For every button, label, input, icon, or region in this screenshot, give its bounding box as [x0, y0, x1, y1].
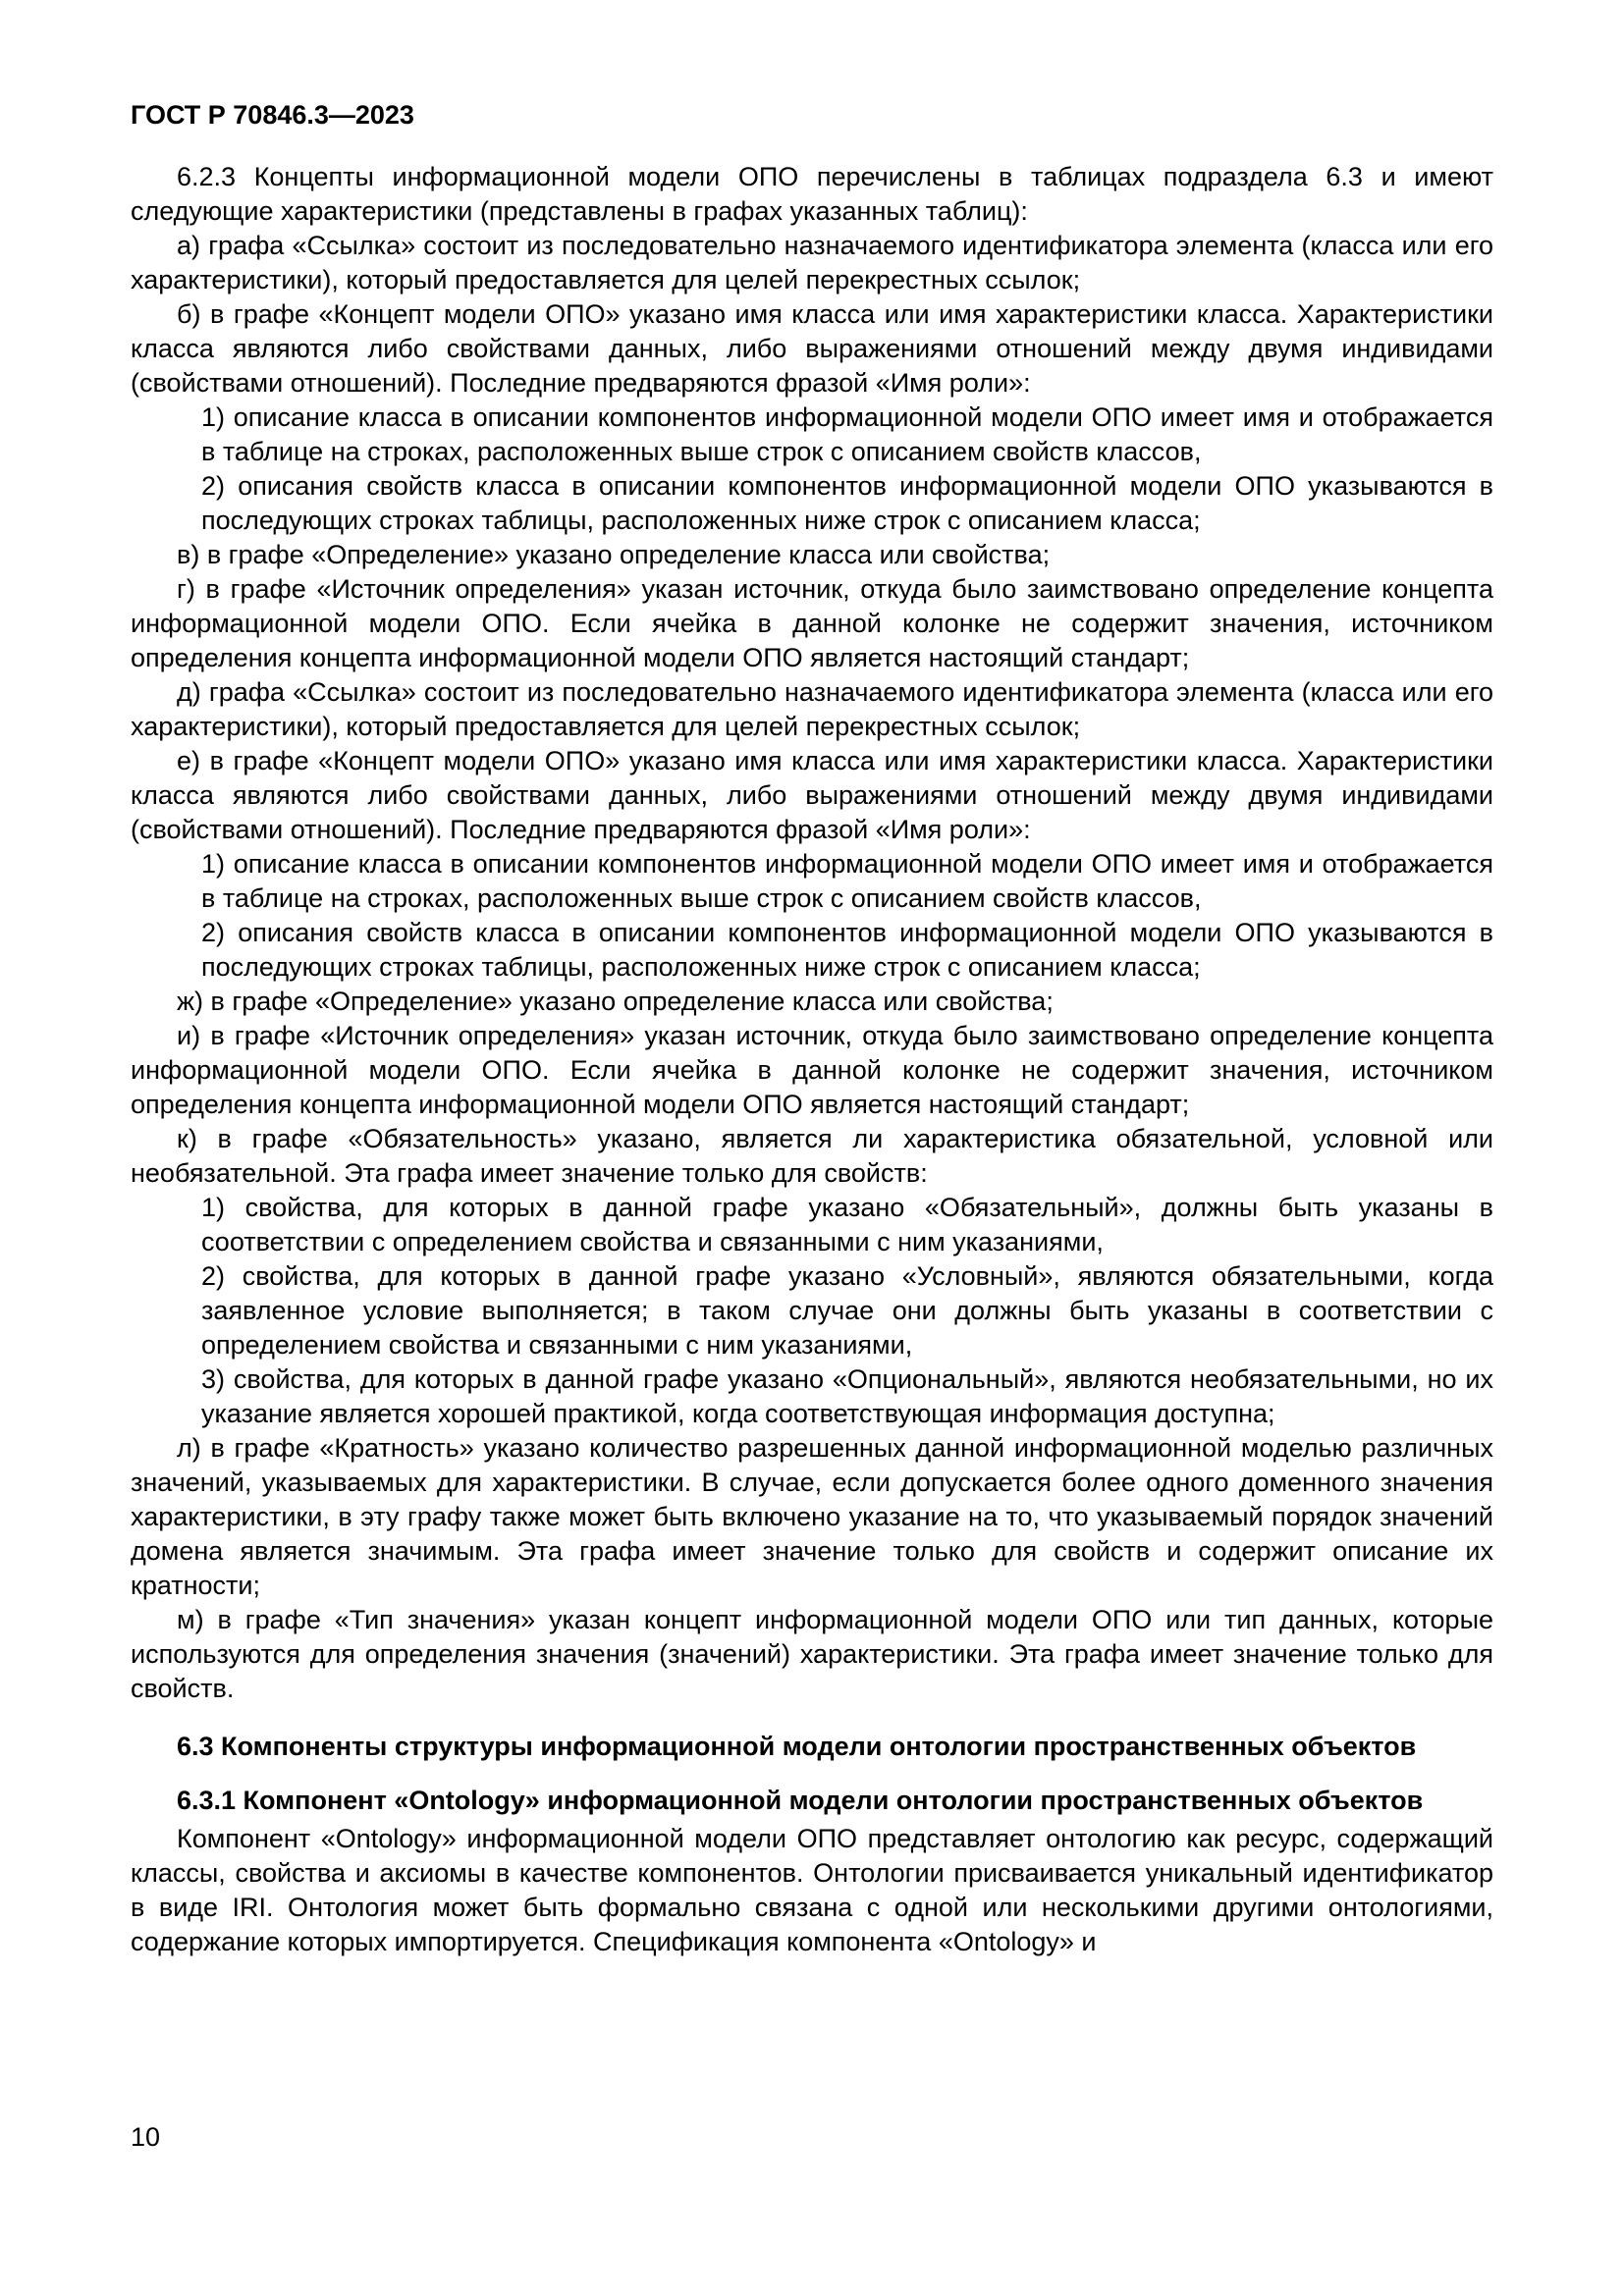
sub-item-1: 1) описание класса в описании компонентов информационной модели ОПО имеет имя и отображается в таблице на строках, расположенных выше строк с описанием свойств классов,	[201, 849, 1493, 913]
list-item-i: и) в графе «Источник определения» указан источник, откуда было заимствовано определение концепта информационной модели ОПО. Если ячейка в данной колонке не содержит значения, источником определения концепта информационной модели ОПО является настоящий стандарт;	[131, 1021, 1493, 1119]
section-heading-6-3: 6.3 Компоненты структуры информационной модели онтологии пространственных объектов	[177, 1732, 1417, 1761]
page-header	[131, 98, 414, 133]
sub-item-2: 2) описания свойств класса в описании компонентов информационной модели ОПО указываются в последующих строках таблицы, расположенных ниже строк с описанием класса;	[201, 471, 1493, 535]
list-item-k: к) в графе «Обязательность» указано, является ли характеристика обязательной, условной или необязательной. Эта графа имеет значение только для свойств:	[131, 1124, 1493, 1188]
page-body	[131, 160, 1493, 1959]
list-item-a: а) графа «Ссылка» состоит из последовательно назначаемого идентификатора элемента (класса или его характеристики), который предоставляется для целей перекрестных ссылок;	[131, 231, 1493, 294]
paragraph-ontology: Компонент «Ontology» информационной модели ОПО представляет онтологию как ресурс, содержащий классы, свойства и аксиомы в качестве компонентов. Онтологии присваивается уникальный идентификатор в виде IRI. Онтология может быть формально связана с одной или несколькими другими онтологиями, содержание которых импортируется. Спецификация компонента «Ontology» и	[131, 1824, 1493, 1956]
list-item-g: г) в графе «Источник определения» указан источник, откуда было заимствовано определение концепта информационной модели ОПО. Если ячейка в данной колонке не содержит значения, источником определения концепта информационной модели ОПО является настоящий стандарт;	[131, 574, 1493, 672]
standard-code: ГОСТ Р 70846.3—2023	[131, 100, 414, 130]
paragraph-6-2-3: 6.2.3 Концепты информационной модели ОПО перечислены в таблицах подраздела 6.3 и имеют следующие характеристики (представлены в графах указанных таблиц):	[131, 162, 1493, 226]
section-heading-6-3-1: 6.3.1 Компонент «Ontology» информационной модели онтологии пространственных объектов	[177, 1786, 1424, 1815]
list-item-d: д) графа «Ссылка» состоит из последовательно назначаемого идентификатора элемента (класса или его характеристики), который предоставляется для целей перекрестных ссылок;	[131, 677, 1493, 741]
sub-item-2: 2) свойства, для которых в данной графе указано «Условный», являются обязательными, когда заявленное условие выполняется; в таком случае они должны быть указаны в соответствии с определением свойства и связанными с ним указаниями,	[201, 1261, 1493, 1360]
sub-item-1: 1) свойства, для которых в данной графе указано «Обязательный», должны быть указаны в соответствии с определением свойства и связанными с ним указаниями,	[201, 1193, 1493, 1256]
sub-item-3: 3) свойства, для которых в данной графе указано «Опциональный», являются необязательными, но их указание является хорошей практикой, когда соответствующая информация доступна;	[201, 1364, 1493, 1428]
list-item-zh: ж) в графе «Определение» указано определение класса или свойства;	[177, 987, 1054, 1016]
list-item-l: л) в графе «Кратность» указано количество разрешенных данной информационной моделью различных значений, указываемых для характеристики. В случае, если допускается более одного доменного значения характеристики, в эту графу также может быть включено указание на то, что указываемый порядок значений домена является значимым. Эта графа имеет значение только для свойств и содержит описание их кратности;	[131, 1433, 1493, 1600]
list-item-m: м) в графе «Тип значения» указан концепт информационной модели ОПО или тип данных, которые используются для определения значения (значений) характеристики. Эта графа имеет значение только для свойств.	[131, 1605, 1493, 1703]
sub-item-1: 1) описание класса в описании компонентов информационной модели ОПО имеет имя и отображается в таблице на строках, расположенных выше строк с описанием свойств классов,	[201, 402, 1493, 466]
page-footer	[131, 2120, 160, 2155]
page-number: 10	[131, 2122, 161, 2152]
sub-item-2: 2) описания свойств класса в описании компонентов информационной модели ОПО указываются в последующих строках таблицы, расположенных ниже строк с описанием класса;	[201, 918, 1493, 982]
list-item-b: б) в графе «Концепт модели ОПО» указано имя класса или имя характеристики класса. Характеристики класса являются либо свойствами данных, либо выражениями отношений между двумя индивидами (свойствами отношений). Последние предваряются фразой «Имя роли»:	[131, 299, 1493, 398]
list-item-e: е) в графе «Концепт модели ОПО» указано имя класса или имя характеристики класса. Характеристики класса являются либо свойствами данных, либо выражениями отношений между двумя индивидами (свойствами отношений). Последние предваряются фразой «Имя роли»:	[131, 746, 1493, 844]
list-item-v: в) в графе «Определение» указано определение класса или свойства;	[177, 540, 1051, 569]
